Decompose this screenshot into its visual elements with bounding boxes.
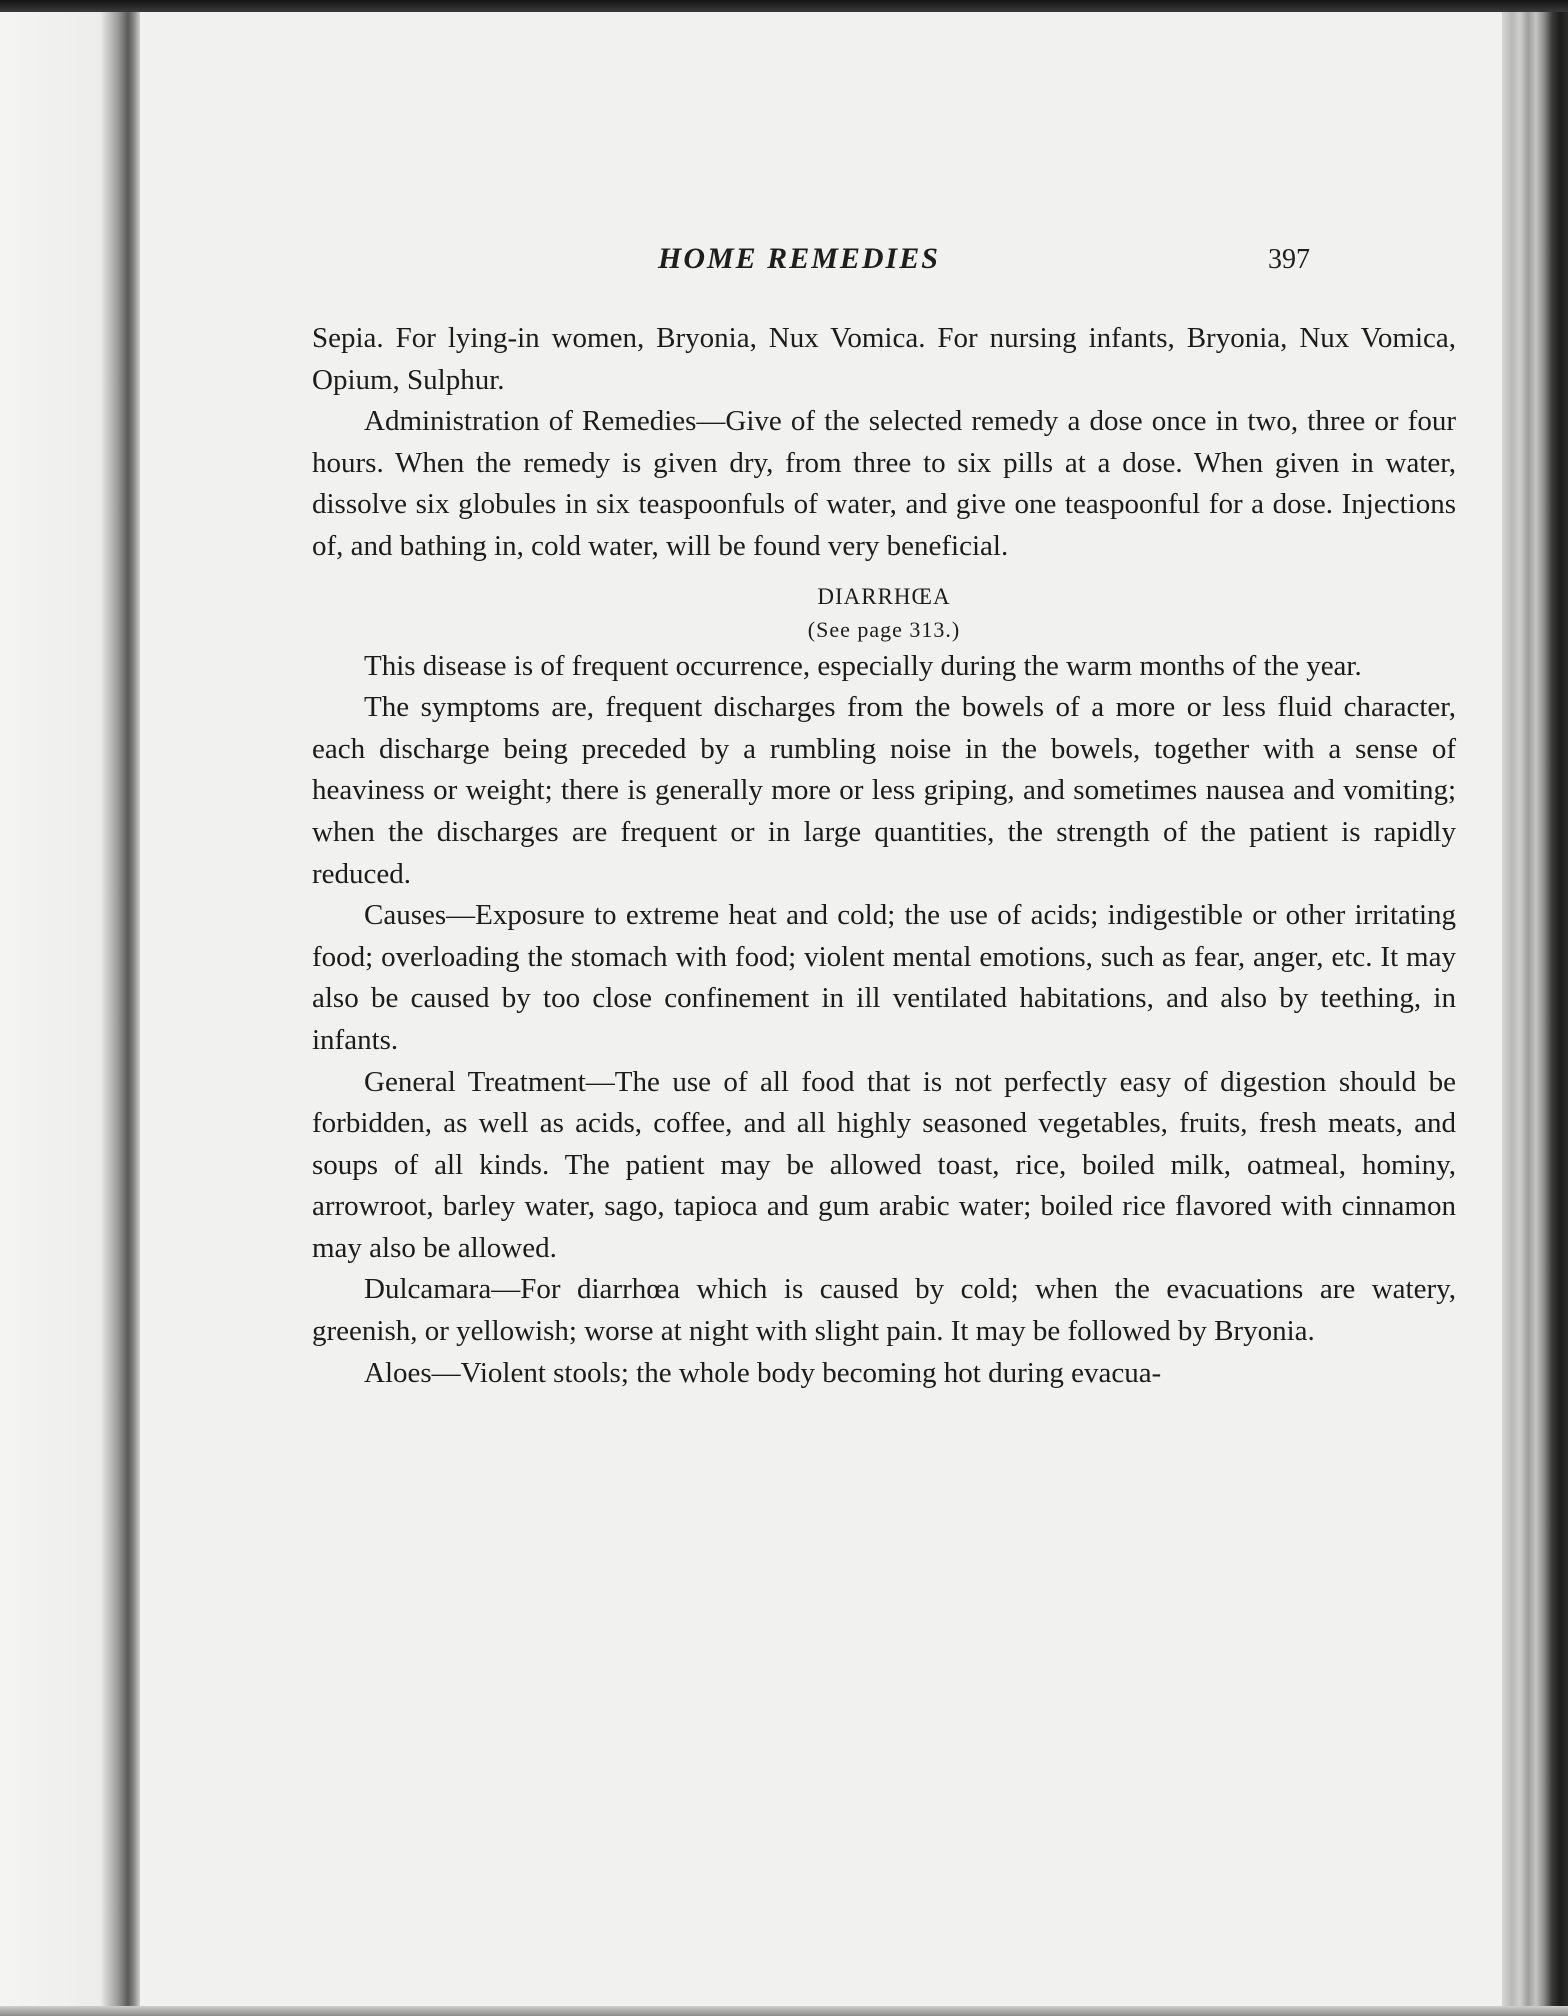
section-title: DIARRHŒA [817, 583, 951, 609]
running-head: HOME REMEDIES [658, 242, 940, 275]
book-binding-spine [0, 12, 140, 2016]
paragraph-symptoms: The symptoms are, frequent discharges from the bowels of a more or less fluid character, each discharge being preceded by a rumbling noise in the bowels, together with a sense of heaviness or weight; there is generally more or less griping, and sometimes nausea and vomiting; when the discharges are frequent or in large quantities, the strength of the patient is rapidly reduced. [312, 691, 1456, 890]
book-page-edges [1502, 12, 1568, 2016]
paragraph-administration: Administration of Remedies—Give of the selected remedy a dose once in two, three or four hours. When the remedy is given dry, from three to six pills at a dose. When given in water, dissolve six globules in six teaspoonfuls of water, and give one teaspoonful for a dose. Injections of, and bathing in, cold water, will be found very beneficial. [312, 405, 1456, 562]
section-reference: (See page 313.) [807, 616, 961, 642]
body-text [312, 318, 1456, 1394]
paragraph-aloes: Aloes—Violent stools; the whole body becoming hot during evacua- [364, 1356, 1162, 1389]
paragraph-dulcamara: Dulcamara—For diarrhœa which is caused by cold; when the evacuations are watery, greenish, or yellowish; worse at night with slight pain. It may be followed by Bryonia. [312, 1273, 1456, 1348]
paragraph-general-treatment: General Treatment—The use of all food that is not perfectly easy of digestion should be forbidden, as well as acids, coffee, and all highly seasoned vegetables, fruits, fresh meats, and soups of all kinds. The patient may be allowed toast, rice, boiled milk, oatmeal, hominy, arrowroot, barley water, sago, tapioca and gum arabic water; boiled rice flavored with cinnamon may also be allowed. [312, 1065, 1456, 1264]
page-sheet [140, 12, 1502, 2006]
paragraph-occurrence: This disease is of frequent occurrence, especially during the warm months of the year. [364, 649, 1362, 682]
page-number: 397 [1268, 244, 1310, 275]
paragraph-continued: Sepia. For lying-in women, Bryonia, Nux Vomica. For nursing infants, Bryonia, Nux Vomica, Opium, Sulphur. [312, 322, 1456, 396]
page-header [140, 242, 1502, 302]
scan-top-border [0, 0, 1568, 12]
paragraph-causes: Causes—Exposure to extreme heat and cold; the use of acids; indigestible or other irritating food; overloading the stomach with food; violent mental emotions, such as fear, anger, etc. It may also be caused by too close confinement in ill ventilated habitations, and also by teething, in infants. [312, 899, 1456, 1056]
scan-bottom-border [0, 2006, 1568, 2016]
